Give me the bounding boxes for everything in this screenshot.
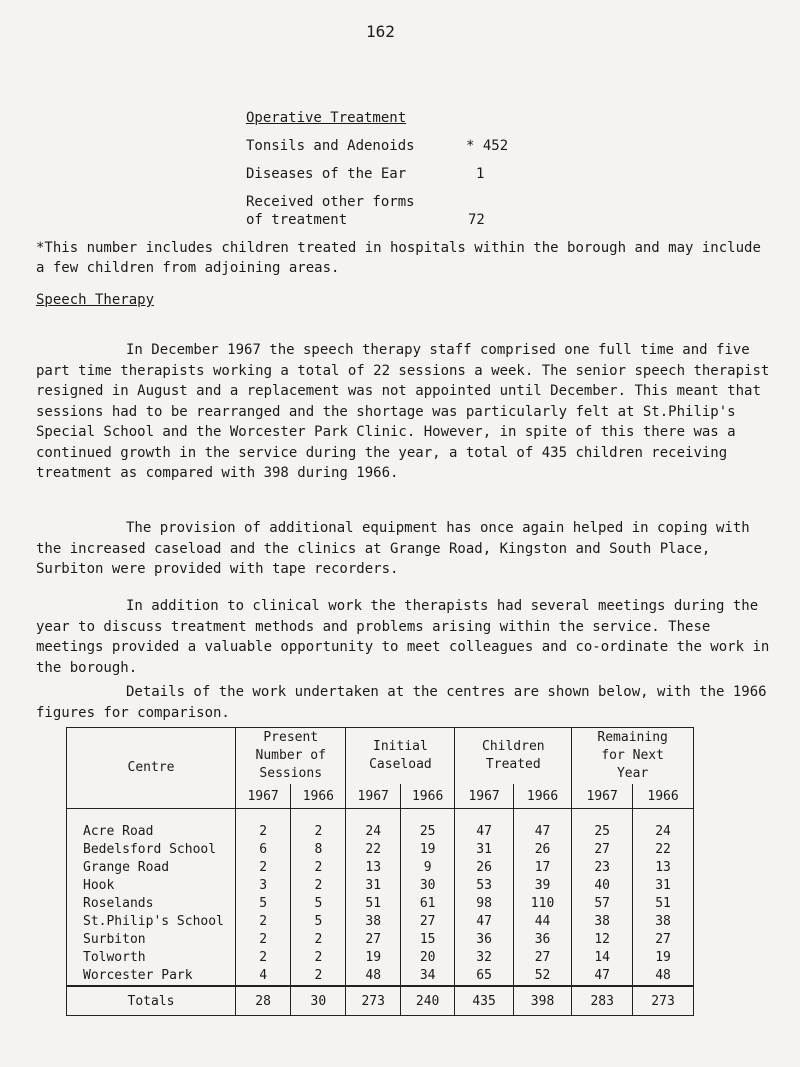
table-cell: 2 [291, 877, 346, 895]
table-cell: 47 [513, 823, 571, 841]
table-cell: 31 [633, 877, 694, 895]
table-cell: 23 [572, 859, 633, 877]
table-cell: 36 [455, 931, 513, 949]
page-number: 162 [366, 22, 395, 41]
op-row-label: Diseases of the Ear [246, 166, 407, 182]
centre-name: Grange Road [67, 859, 236, 877]
totals-row [67, 986, 694, 1016]
table-cell: 47 [455, 913, 513, 931]
op-row-label: Received other forms [246, 194, 415, 210]
table-cell: 52 [513, 967, 571, 986]
table-cell: 39 [513, 877, 571, 895]
centre-name: Surbiton [67, 931, 236, 949]
table-cell: 2 [291, 967, 346, 986]
table-row [67, 931, 694, 949]
table-cell: 53 [455, 877, 513, 895]
table-cell: 6 [236, 841, 291, 859]
table-cell: 15 [400, 931, 454, 949]
centre-name: Bedelsford School [67, 841, 236, 859]
centre-name: Roselands [67, 895, 236, 913]
paragraph-text: Details of the work undertaken at the centres are shown below, with the 1966 figures for comparison. [36, 684, 767, 721]
totals-cell: 273 [346, 986, 400, 1016]
table-cell: 61 [400, 895, 454, 913]
table-cell: 2 [291, 859, 346, 877]
table-cell: 2 [236, 913, 291, 931]
op-row-label-cont: of treatment [246, 212, 348, 228]
paragraph [36, 596, 772, 678]
table-cell: 13 [633, 859, 694, 877]
table-cell: 17 [513, 859, 571, 877]
table-cell: 25 [400, 823, 454, 841]
operative-treatment-title: Operative Treatment [246, 110, 407, 126]
table-cell: 22 [633, 841, 694, 859]
table-row [67, 913, 694, 931]
totals-cell: 273 [633, 986, 694, 1016]
table-cell: 48 [346, 967, 400, 986]
table-cell: 2 [236, 949, 291, 967]
table-cell: 5 [236, 895, 291, 913]
header-sessions: Present Number of Sessions [236, 728, 346, 785]
table-row [67, 967, 694, 986]
table-cell: 38 [572, 913, 633, 931]
header-caseload: Initial Caseload [346, 728, 455, 785]
op-row-label: Tonsils and Adenoids [246, 138, 415, 154]
table-cell: 27 [346, 931, 400, 949]
op-row-value: 72 [468, 212, 485, 228]
header-remaining: Remaining for Next Year [572, 728, 694, 785]
table-cell: 20 [400, 949, 454, 967]
table-cell: 44 [513, 913, 571, 931]
header-year: 1966 [633, 784, 694, 809]
paragraph [36, 682, 772, 723]
centre-name: St.Philip's School [67, 913, 236, 931]
paragraph [36, 340, 772, 484]
table-cell: 34 [400, 967, 454, 986]
header-centre: Centre [67, 728, 236, 809]
table-cell: 13 [346, 859, 400, 877]
table-cell: 27 [400, 913, 454, 931]
table-cell: 31 [455, 841, 513, 859]
paragraph-text: The provision of additional equipment has once again helped in coping with the increased caseload and the clinics at Grange Road, Kingston and South Place, Surbiton were provided with tape recorders. [36, 520, 750, 577]
table-cell: 51 [633, 895, 694, 913]
header-treated: Children Treated [455, 728, 572, 785]
table-cell: 24 [346, 823, 400, 841]
table-cell: 27 [513, 949, 571, 967]
table-cell: 57 [572, 895, 633, 913]
table-cell: 110 [513, 895, 571, 913]
table-cell: 51 [346, 895, 400, 913]
table-cell: 47 [572, 967, 633, 986]
table-cell: 5 [291, 913, 346, 931]
totals-cell: 28 [236, 986, 291, 1016]
table-cell: 2 [236, 823, 291, 841]
table-cell: 25 [572, 823, 633, 841]
paragraph [36, 518, 772, 580]
table-cell: 4 [236, 967, 291, 986]
table-cell: 32 [455, 949, 513, 967]
totals-cell: 240 [400, 986, 454, 1016]
table-cell: 5 [291, 895, 346, 913]
centre-name: Hook [67, 877, 236, 895]
totals-label: Totals [67, 986, 236, 1016]
table-cell: 22 [346, 841, 400, 859]
table-row [67, 823, 694, 841]
table-cell: 30 [400, 877, 454, 895]
footnote: *This number includes children treated in hospitals within the borough and may include a few children from adjoining areas. [36, 240, 761, 276]
table-cell: 2 [291, 931, 346, 949]
header-year: 1966 [400, 784, 454, 809]
table-row [67, 841, 694, 859]
table-cell: 27 [572, 841, 633, 859]
table-cell: 19 [346, 949, 400, 967]
speech-therapy-heading: Speech Therapy [36, 292, 155, 308]
table-cell: 19 [633, 949, 694, 967]
table-cell: 47 [455, 823, 513, 841]
centre-name: Acre Road [67, 823, 236, 841]
paragraph-text: In December 1967 the speech therapy staff comprised one full time and five part time therapists working a total of 22 sessions a week. The senior speech therapist resigned in August and a replacement was not appointed until December. This meant that sessions had to be rearranged and the shortage was particularly felt at St.Philip's Special School and the Worcester Park Clinic. However, in spite of this there was a continued growth in the service during the year, a total of 435 children receiving treatment as compared with 398 during 1966. [36, 342, 770, 481]
table-cell: 2 [236, 931, 291, 949]
table-cell: 2 [236, 859, 291, 877]
table-cell: 2 [291, 823, 346, 841]
table-cell: 14 [572, 949, 633, 967]
table-cell: 48 [633, 967, 694, 986]
totals-cell: 30 [291, 986, 346, 1016]
table-cell: 26 [513, 841, 571, 859]
table-cell: 65 [455, 967, 513, 986]
header-year: 1966 [291, 784, 346, 809]
op-row-value: * 452 [466, 138, 509, 154]
totals-cell: 398 [513, 986, 571, 1016]
speech-therapy-table [66, 727, 694, 1016]
table-row [67, 895, 694, 913]
table-cell: 38 [633, 913, 694, 931]
totals-cell: 435 [455, 986, 513, 1016]
table-cell: 9 [400, 859, 454, 877]
table-row [67, 877, 694, 895]
header-year: 1966 [513, 784, 571, 809]
table-cell: 31 [346, 877, 400, 895]
paragraph-text: In addition to clinical work the therapists had several meetings during the year to discuss treatment methods and problems arising within the service. These meetings provided a valuable opportunity to meet colleagues and co-ordinate the work in the borough. [36, 598, 770, 676]
totals-cell: 283 [572, 986, 633, 1016]
table-cell: 19 [400, 841, 454, 859]
header-year: 1967 [455, 784, 513, 809]
table-body [67, 809, 694, 1016]
table-cell: 40 [572, 877, 633, 895]
table-cell: 27 [633, 931, 694, 949]
centre-name: Worcester Park [67, 967, 236, 986]
table-row [67, 949, 694, 967]
centre-name: Tolworth [67, 949, 236, 967]
table-cell: 3 [236, 877, 291, 895]
table-cell: 36 [513, 931, 571, 949]
op-row-value: 1 [476, 166, 485, 182]
table-cell: 24 [633, 823, 694, 841]
table-cell: 38 [346, 913, 400, 931]
header-year: 1967 [236, 784, 291, 809]
table-cell: 98 [455, 895, 513, 913]
header-year: 1967 [572, 784, 633, 809]
table-cell: 2 [291, 949, 346, 967]
table-cell: 12 [572, 931, 633, 949]
header-year: 1967 [346, 784, 400, 809]
table-cell: 26 [455, 859, 513, 877]
table-row [67, 859, 694, 877]
table-cell: 8 [291, 841, 346, 859]
